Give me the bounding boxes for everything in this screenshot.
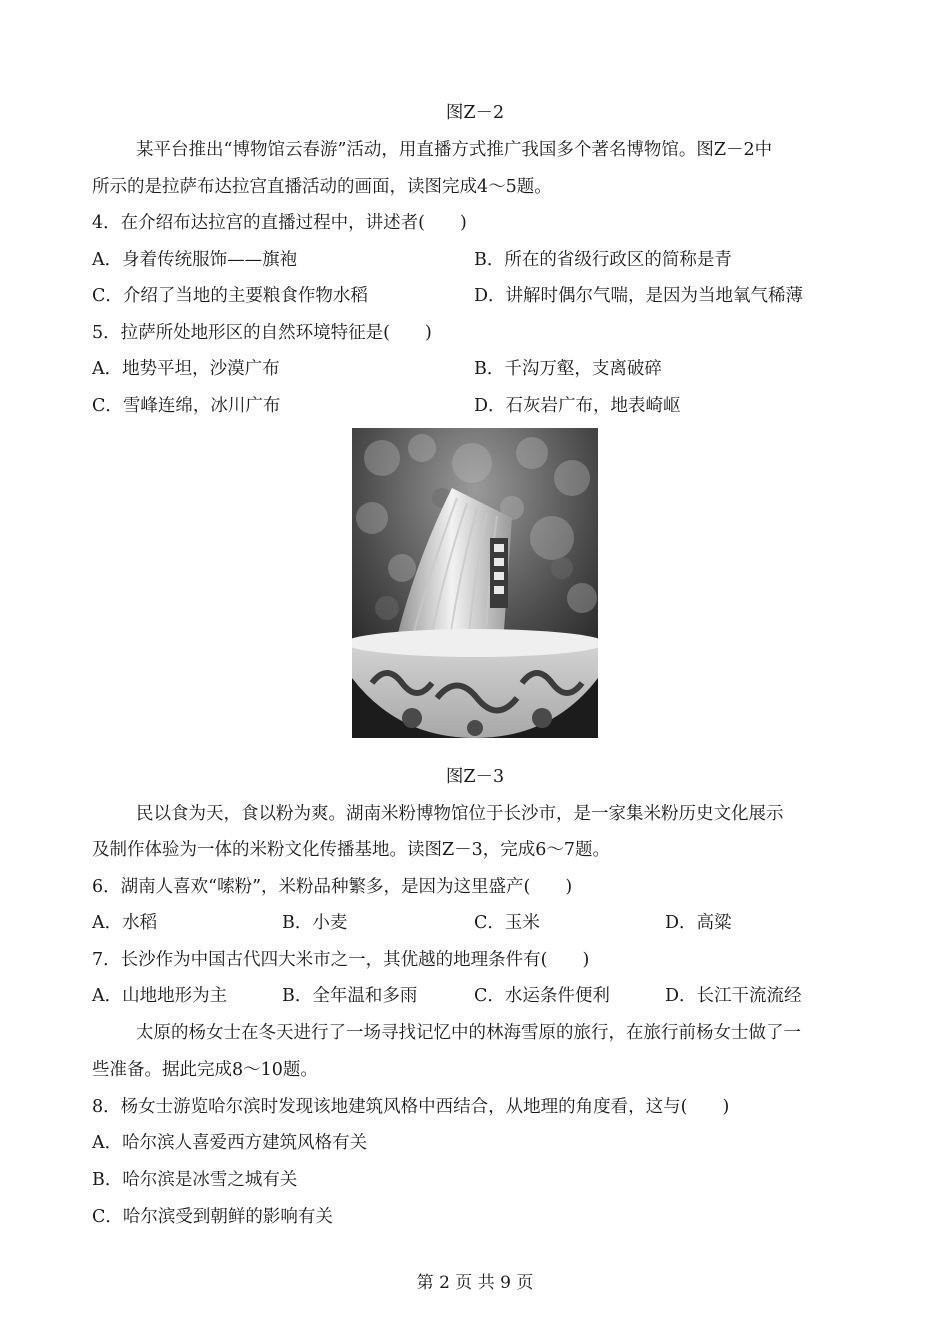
question-4-option-d: D．讲解时偶尔气喘，是因为当地氧气稀薄: [474, 286, 804, 306]
question-4-stem: 4．在介绍布达拉宫的直播过程中，讲述者( ): [92, 213, 467, 233]
question-5-stem: 5．拉萨所处地形区的自然环境特征是( ): [92, 323, 432, 343]
intro-paragraph-line: 些准备。据此完成8～10题。: [92, 1060, 318, 1080]
question-5-option-c: C．雪峰连绵，冰川广布: [92, 396, 281, 416]
figure-caption-z3: 图Z－3: [445, 767, 505, 787]
question-7-stem: 7．长沙作为中国古代四大米市之一，其优越的地理条件有( ): [92, 950, 590, 970]
intro-paragraph-line: 民以食为天，食以粉为爽。湖南米粉博物馆位于长沙市，是一家集米粉历史文化展示: [136, 804, 784, 824]
intro-paragraph-line: 所示的是拉萨布达拉宫直播活动的画面，读图完成4～5题。: [92, 177, 552, 197]
question-8-option-c: C．哈尔滨受到朝鲜的影响有关: [92, 1207, 333, 1227]
question-6-option-d: D．高粱: [665, 913, 732, 933]
intro-paragraph-line: 太原的杨女士在冬天进行了一场寻找记忆中的林海雪原的旅行，在旅行前杨女士做了一: [136, 1023, 801, 1043]
question-8-option-b: B．哈尔滨是冰雪之城有关: [92, 1170, 298, 1190]
figure-caption-z2: 图Z－2: [445, 103, 505, 123]
question-7-option-b: B．全年温和多雨: [282, 986, 418, 1006]
question-8-option-a: A．哈尔滨人喜爱西方建筑风格有关: [92, 1133, 368, 1153]
intro-paragraph-line: 某平台推出“博物馆云春游”活动，用直播方式推广我国多个著名博物馆。图Z－2中: [136, 140, 773, 160]
question-4-option-b: B．所在的省级行政区的简称是青: [474, 250, 732, 270]
question-6-stem: 6．湖南人喜欢“嗦粉”，米粉品种繁多，是因为这里盛产( ): [92, 877, 573, 897]
question-4-option-c: C．介绍了当地的主要粮食作物水稻: [92, 286, 368, 306]
page-footer: 第 2 页 共 9 页: [416, 1273, 534, 1293]
question-6-option-b: B．小麦: [282, 913, 348, 933]
question-4-option-a: A．身着传统服饰——旗袍: [92, 250, 298, 270]
rice-noodle-museum-photo: [352, 428, 598, 738]
question-7-option-a: A．山地地形为主: [92, 986, 228, 1006]
question-5-option-d: D．石灰岩广布，地表崎岖: [474, 396, 681, 416]
question-5-option-a: A．地势平坦，沙漠广布: [92, 359, 280, 379]
question-8-stem: 8．杨女士游览哈尔滨时发现该地建筑风格中西结合，从地理的角度看，这与( ): [92, 1097, 730, 1117]
question-6-option-a: A．水稻: [92, 913, 158, 933]
question-7-option-d: D．长江干流流经: [665, 986, 802, 1006]
question-5-option-b: B．千沟万壑，支离破碎: [474, 359, 662, 379]
question-7-option-c: C．水运条件便利: [474, 986, 610, 1006]
question-6-option-c: C．玉米: [474, 913, 540, 933]
intro-paragraph-line: 及制作体验为一体的米粉文化传播基地。读图Z－3，完成6～7题。: [92, 840, 611, 860]
